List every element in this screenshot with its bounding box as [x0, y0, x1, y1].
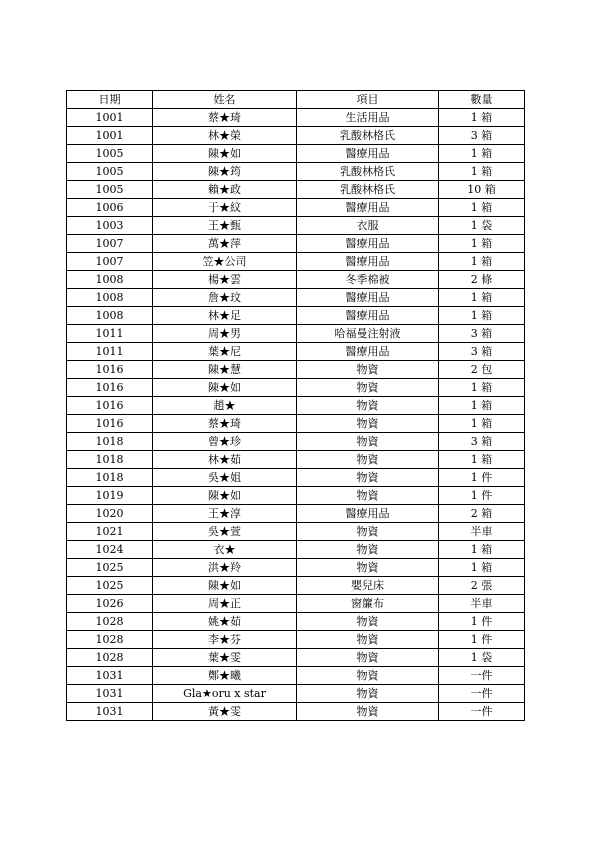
cell-date: 1008	[67, 307, 153, 325]
cell-name: 衣★	[153, 541, 297, 559]
table-row	[67, 289, 525, 307]
header-item: 項目	[297, 91, 439, 109]
cell-item: 物資	[297, 469, 439, 487]
table-row	[67, 559, 525, 577]
cell-item: 生活用品	[297, 109, 439, 127]
cell-quantity: 1 箱	[439, 379, 525, 397]
cell-item: 物資	[297, 379, 439, 397]
table-row	[67, 667, 525, 685]
table-row	[67, 163, 525, 181]
cell-item: 醫療用品	[297, 199, 439, 217]
cell-item: 乳酸林格氏	[297, 181, 439, 199]
cell-item: 醫療用品	[297, 145, 439, 163]
table-row	[67, 595, 525, 613]
table-row	[67, 217, 525, 235]
cell-quantity: 1 袋	[439, 649, 525, 667]
cell-quantity: 10 箱	[439, 181, 525, 199]
cell-item: 物資	[297, 397, 439, 415]
cell-quantity: 3 箱	[439, 325, 525, 343]
cell-quantity: 1 件	[439, 487, 525, 505]
cell-name: 吳★萱	[153, 523, 297, 541]
header-row	[67, 91, 525, 109]
cell-name: 萬★萍	[153, 235, 297, 253]
cell-date: 1001	[67, 109, 153, 127]
cell-item: 物資	[297, 685, 439, 703]
cell-name: 林★榮	[153, 127, 297, 145]
cell-name: 林★茹	[153, 451, 297, 469]
cell-quantity: 1 箱	[439, 289, 525, 307]
cell-date: 1016	[67, 379, 153, 397]
cell-item: 醫療用品	[297, 343, 439, 361]
cell-quantity: 1 袋	[439, 217, 525, 235]
cell-quantity: 一件	[439, 667, 525, 685]
cell-quantity: 一件	[439, 685, 525, 703]
cell-name: 陳★慧	[153, 361, 297, 379]
cell-name: 蔡★琦	[153, 415, 297, 433]
cell-item: 醫療用品	[297, 307, 439, 325]
cell-date: 1008	[67, 289, 153, 307]
table-row	[67, 451, 525, 469]
table-row	[67, 613, 525, 631]
cell-quantity: 2 條	[439, 271, 525, 289]
cell-item: 物資	[297, 559, 439, 577]
cell-quantity: 1 箱	[439, 163, 525, 181]
table-row	[67, 397, 525, 415]
cell-name: 吳★姐	[153, 469, 297, 487]
cell-date: 1020	[67, 505, 153, 523]
cell-quantity: 1 箱	[439, 541, 525, 559]
cell-date: 1031	[67, 667, 153, 685]
cell-item: 窗簾布	[297, 595, 439, 613]
cell-item: 物資	[297, 361, 439, 379]
table-row	[67, 487, 525, 505]
table-row	[67, 199, 525, 217]
cell-quantity: 1 箱	[439, 451, 525, 469]
cell-name: 葉★尼	[153, 343, 297, 361]
table-row	[67, 361, 525, 379]
cell-item: 物資	[297, 613, 439, 631]
cell-date: 1016	[67, 415, 153, 433]
cell-name: 黃★雯	[153, 703, 297, 721]
cell-name: 陳★如	[153, 487, 297, 505]
cell-item: 醫療用品	[297, 235, 439, 253]
cell-date: 1005	[67, 145, 153, 163]
cell-item: 物資	[297, 541, 439, 559]
table-row	[67, 145, 525, 163]
table-row	[67, 307, 525, 325]
cell-quantity: 一件	[439, 703, 525, 721]
cell-quantity: 1 件	[439, 631, 525, 649]
cell-item: 物資	[297, 667, 439, 685]
cell-item: 物資	[297, 415, 439, 433]
table-row	[67, 415, 525, 433]
cell-quantity: 2 張	[439, 577, 525, 595]
cell-quantity: 1 件	[439, 469, 525, 487]
cell-item: 冬季棉被	[297, 271, 439, 289]
cell-quantity: 1 件	[439, 613, 525, 631]
cell-quantity: 1 箱	[439, 145, 525, 163]
cell-date: 1018	[67, 433, 153, 451]
cell-quantity: 半車	[439, 595, 525, 613]
cell-date: 1025	[67, 577, 153, 595]
cell-quantity: 1 箱	[439, 235, 525, 253]
cell-item: 乳酸林格氏	[297, 163, 439, 181]
cell-name: 周★正	[153, 595, 297, 613]
cell-item: 物資	[297, 451, 439, 469]
table-row	[67, 235, 525, 253]
cell-item: 物資	[297, 649, 439, 667]
cell-item: 物資	[297, 487, 439, 505]
cell-name: 詹★玟	[153, 289, 297, 307]
cell-name: 洪★羚	[153, 559, 297, 577]
cell-name: Gla★oru x star	[153, 685, 297, 703]
cell-date: 1018	[67, 451, 153, 469]
cell-name: 陳★如	[153, 577, 297, 595]
cell-date: 1018	[67, 469, 153, 487]
cell-date: 1026	[67, 595, 153, 613]
cell-quantity: 3 箱	[439, 343, 525, 361]
cell-date: 1028	[67, 649, 153, 667]
cell-name: 陳★筠	[153, 163, 297, 181]
cell-item: 物資	[297, 703, 439, 721]
table-row	[67, 505, 525, 523]
cell-quantity: 1 箱	[439, 199, 525, 217]
cell-quantity: 2 包	[439, 361, 525, 379]
cell-name: 陳★如	[153, 379, 297, 397]
table-row	[67, 577, 525, 595]
cell-name: 蔡★琦	[153, 109, 297, 127]
cell-date: 1001	[67, 127, 153, 145]
cell-name: 姚★茹	[153, 613, 297, 631]
table-row	[67, 685, 525, 703]
cell-name: 趙★	[153, 397, 297, 415]
donation-table	[66, 90, 525, 721]
table-row	[67, 271, 525, 289]
table-row	[67, 253, 525, 271]
cell-item: 衣服	[297, 217, 439, 235]
cell-item: 嬰兒床	[297, 577, 439, 595]
header-date: 日期	[67, 91, 153, 109]
table-row	[67, 343, 525, 361]
cell-date: 1005	[67, 163, 153, 181]
cell-name: 楊★雲	[153, 271, 297, 289]
cell-item: 乳酸林格氏	[297, 127, 439, 145]
cell-item: 物資	[297, 433, 439, 451]
cell-quantity: 1 箱	[439, 397, 525, 415]
table-row	[67, 109, 525, 127]
cell-date: 1019	[67, 487, 153, 505]
table-row	[67, 523, 525, 541]
table-row	[67, 631, 525, 649]
cell-item: 物資	[297, 523, 439, 541]
cell-item: 醫療用品	[297, 289, 439, 307]
cell-date: 1011	[67, 343, 153, 361]
cell-name: 林★足	[153, 307, 297, 325]
table-row	[67, 127, 525, 145]
cell-quantity: 1 箱	[439, 559, 525, 577]
cell-date: 1025	[67, 559, 153, 577]
cell-name: 陳★如	[153, 145, 297, 163]
table-row	[67, 541, 525, 559]
cell-item: 醫療用品	[297, 505, 439, 523]
cell-date: 1008	[67, 271, 153, 289]
cell-date: 1003	[67, 217, 153, 235]
cell-date: 1006	[67, 199, 153, 217]
cell-date: 1031	[67, 703, 153, 721]
table-header	[67, 91, 525, 109]
cell-item: 哈福曼注射液	[297, 325, 439, 343]
header-quantity: 數量	[439, 91, 525, 109]
cell-name: 笠★公司	[153, 253, 297, 271]
cell-name: 曾★珍	[153, 433, 297, 451]
cell-quantity: 1 箱	[439, 109, 525, 127]
cell-name: 于★紋	[153, 199, 297, 217]
cell-name: 鄭★曦	[153, 667, 297, 685]
cell-quantity: 半車	[439, 523, 525, 541]
table-row	[67, 649, 525, 667]
cell-date: 1028	[67, 613, 153, 631]
cell-quantity: 2 箱	[439, 505, 525, 523]
table-body	[67, 109, 525, 721]
cell-name: 李★芬	[153, 631, 297, 649]
table-row	[67, 325, 525, 343]
cell-item: 醫療用品	[297, 253, 439, 271]
cell-date: 1007	[67, 253, 153, 271]
cell-item: 物資	[297, 631, 439, 649]
header-name: 姓名	[153, 91, 297, 109]
cell-quantity: 3 箱	[439, 433, 525, 451]
cell-date: 1021	[67, 523, 153, 541]
cell-date: 1016	[67, 361, 153, 379]
table-row	[67, 703, 525, 721]
table-row	[67, 181, 525, 199]
cell-quantity: 1 箱	[439, 253, 525, 271]
cell-date: 1016	[67, 397, 153, 415]
cell-name: 葉★雯	[153, 649, 297, 667]
cell-date: 1028	[67, 631, 153, 649]
cell-date: 1007	[67, 235, 153, 253]
table-row	[67, 379, 525, 397]
cell-name: 王★甄	[153, 217, 297, 235]
table-row	[67, 433, 525, 451]
cell-name: 王★淳	[153, 505, 297, 523]
cell-date: 1031	[67, 685, 153, 703]
cell-date: 1024	[67, 541, 153, 559]
cell-quantity: 1 箱	[439, 415, 525, 433]
cell-name: 賴★政	[153, 181, 297, 199]
cell-date: 1011	[67, 325, 153, 343]
cell-name: 周★男	[153, 325, 297, 343]
cell-date: 1005	[67, 181, 153, 199]
table-row	[67, 469, 525, 487]
cell-quantity: 1 箱	[439, 307, 525, 325]
cell-quantity: 3 箱	[439, 127, 525, 145]
